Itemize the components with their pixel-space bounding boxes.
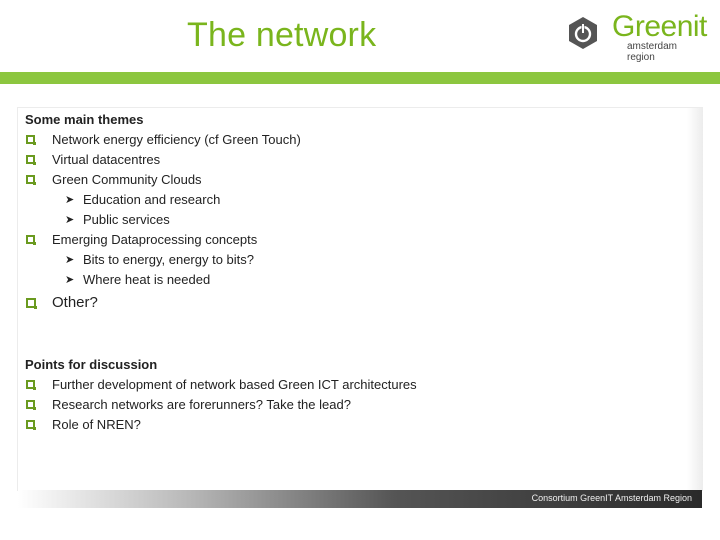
list-item (25, 170, 665, 190)
footer-text: Consortium GreenIT Amsterdam Region (531, 493, 692, 503)
themes-section (25, 110, 665, 314)
list-item-text: Network energy efficiency (cf Green Touch) (52, 132, 301, 147)
list-item-text: Green Community Clouds (52, 172, 202, 187)
arrowhead-icon: ➤ (65, 274, 75, 286)
slide-title: The network (187, 16, 377, 54)
discussion-heading: Points for discussion (25, 357, 158, 372)
logo-wordmark: Greenit (612, 10, 707, 43)
list-item-text: Research networks are forerunners? Take the lead? (52, 397, 351, 412)
logo-subtitle: amsterdam region (627, 41, 678, 63)
list-item (25, 375, 665, 395)
list-item (25, 395, 665, 415)
list-item-text: Emerging Dataprocessing concepts (52, 232, 258, 247)
checkbox-square-icon (26, 400, 35, 409)
list-item (25, 230, 665, 250)
checkbox-square-icon (26, 235, 35, 244)
list-item (25, 130, 665, 150)
checkbox-square-icon (26, 155, 35, 164)
list-item (25, 150, 665, 170)
list-item-text: Role of NREN? (52, 417, 141, 432)
sub-list-item (25, 210, 665, 230)
checkbox-square-icon (26, 380, 35, 389)
footer-bar (18, 490, 702, 508)
list-item (25, 415, 665, 435)
list-item-text: Virtual datacentres (52, 152, 161, 167)
checkbox-square-icon (26, 298, 36, 308)
discussion-section (25, 355, 665, 435)
arrowhead-icon: ➤ (65, 194, 75, 206)
list-item (25, 292, 665, 314)
header-band (0, 72, 720, 84)
sub-list-item (25, 250, 665, 270)
greenit-logo (566, 10, 707, 63)
sub-list-item-text: Where heat is needed (83, 272, 211, 287)
checkbox-square-icon (26, 175, 35, 184)
list-item-text: Other? (52, 294, 98, 311)
list-item-text: Further development of network based Green ICT architectures (52, 377, 417, 392)
arrowhead-icon: ➤ (65, 214, 75, 226)
sub-list-item-text: Public services (83, 212, 170, 227)
themes-heading: Some main themes (25, 112, 144, 127)
power-button-icon (566, 16, 600, 50)
checkbox-square-icon (26, 135, 35, 144)
arrowhead-icon: ➤ (65, 254, 75, 266)
sub-list-item-text: Bits to energy, energy to bits? (83, 252, 255, 267)
sub-list-item (25, 270, 665, 290)
sub-list-item-text: Education and research (83, 192, 221, 207)
sub-list-item (25, 190, 665, 210)
checkbox-square-icon (26, 420, 35, 429)
